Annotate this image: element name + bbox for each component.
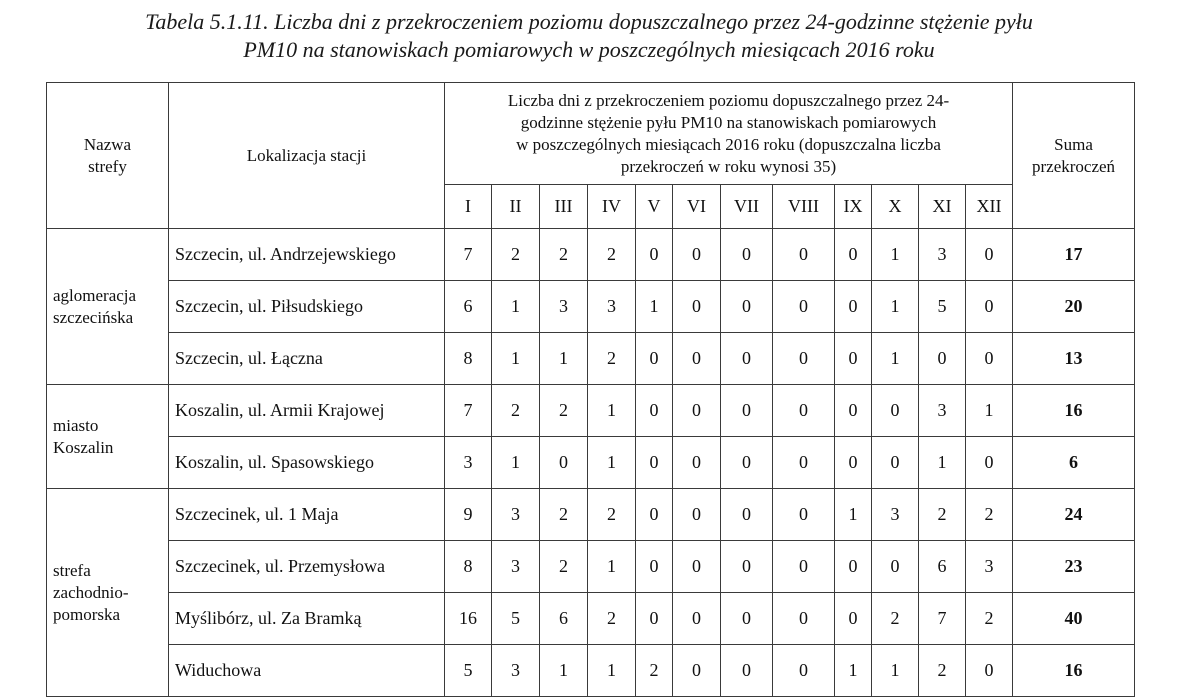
- sum-cell: 16: [1013, 645, 1135, 697]
- zone-name-cell: [47, 385, 169, 489]
- station-name-cell: Szczecinek, ul. 1 Maja: [169, 489, 445, 541]
- zone-name-line: szczecińska: [53, 307, 134, 327]
- table-row: [47, 229, 1135, 281]
- month-value-cell: 0: [721, 541, 773, 593]
- zone-name-cell: [47, 229, 169, 385]
- sum-cell: 23: [1013, 541, 1135, 593]
- month-value-cell: 3: [540, 281, 588, 333]
- month-value-cell: 5: [919, 281, 966, 333]
- station-name-cell: Koszalin, ul. Spasowskiego: [169, 437, 445, 489]
- sum-cell: 24: [1013, 489, 1135, 541]
- month-value-cell: 1: [919, 437, 966, 489]
- sum-cell: 16: [1013, 385, 1135, 437]
- month-value-cell: 1: [588, 437, 636, 489]
- zone-name-line: zachodnio-: [53, 582, 129, 602]
- month-value-cell: 0: [673, 541, 721, 593]
- station-name-cell: Myślibórz, ul. Za Bramką: [169, 593, 445, 645]
- month-header-iii: III: [540, 185, 588, 229]
- month-value-cell: 2: [966, 593, 1013, 645]
- month-value-cell: 0: [721, 645, 773, 697]
- month-value-cell: 0: [919, 333, 966, 385]
- table-row: [47, 281, 1135, 333]
- month-value-cell: 0: [835, 333, 872, 385]
- station-name-cell: Szczecin, ul. Piłsudskiego: [169, 281, 445, 333]
- month-value-cell: 0: [636, 437, 673, 489]
- month-value-cell: 1: [835, 645, 872, 697]
- zone-name-cell: [47, 489, 169, 697]
- month-value-cell: 0: [721, 229, 773, 281]
- month-value-cell: 0: [966, 333, 1013, 385]
- month-value-cell: 1: [540, 333, 588, 385]
- month-value-cell: 6: [445, 281, 492, 333]
- zone-name-line: pomorska: [53, 604, 121, 624]
- month-value-cell: 0: [673, 593, 721, 645]
- month-header-xii: XII: [966, 185, 1013, 229]
- month-value-cell: 3: [966, 541, 1013, 593]
- month-value-cell: 0: [636, 385, 673, 437]
- month-value-cell: 1: [588, 385, 636, 437]
- header-months-group-line: Liczba dni z przekroczeniem poziomu dopuszczalnego przez 24-: [507, 90, 950, 110]
- sum-cell: 17: [1013, 229, 1135, 281]
- month-value-cell: 1: [872, 645, 919, 697]
- month-value-cell: 5: [492, 593, 540, 645]
- table-row: [47, 333, 1135, 385]
- month-value-cell: 0: [835, 229, 872, 281]
- header-sum: [1013, 83, 1135, 229]
- month-value-cell: 0: [673, 645, 721, 697]
- month-value-cell: 2: [588, 229, 636, 281]
- header-sum-line: Suma: [1054, 134, 1093, 154]
- month-value-cell: 0: [721, 281, 773, 333]
- table-row: [47, 541, 1135, 593]
- month-value-cell: 0: [673, 281, 721, 333]
- month-value-cell: 5: [445, 645, 492, 697]
- header-zone-line: Nazwa: [83, 134, 132, 154]
- month-value-cell: 1: [492, 333, 540, 385]
- month-header-iv: IV: [588, 185, 636, 229]
- table-row: [47, 593, 1135, 645]
- month-value-cell: 0: [636, 229, 673, 281]
- month-value-cell: 1: [835, 489, 872, 541]
- month-value-cell: 3: [588, 281, 636, 333]
- month-value-cell: 0: [721, 489, 773, 541]
- month-value-cell: 0: [721, 437, 773, 489]
- month-value-cell: 2: [588, 489, 636, 541]
- sum-cell: 13: [1013, 333, 1135, 385]
- month-value-cell: 2: [540, 489, 588, 541]
- month-value-cell: 9: [445, 489, 492, 541]
- zone-name-line: Koszalin: [53, 437, 114, 457]
- month-value-cell: 1: [492, 281, 540, 333]
- zone-name-line: aglomeracja: [53, 285, 137, 305]
- month-value-cell: 0: [966, 437, 1013, 489]
- month-value-cell: 2: [966, 489, 1013, 541]
- month-value-cell: 0: [673, 489, 721, 541]
- table-body: [47, 229, 1135, 697]
- month-value-cell: 0: [966, 281, 1013, 333]
- header-zone: [47, 83, 169, 229]
- month-value-cell: 3: [919, 385, 966, 437]
- month-value-cell: 0: [872, 541, 919, 593]
- caption-line-1: Tabela 5.1.11. Liczba dni z przekroczeniem poziomu dopuszczalnego przez 24-godzinne stężenie pyłu: [145, 9, 1033, 34]
- month-value-cell: 3: [492, 645, 540, 697]
- table-caption: [0, 8, 1178, 64]
- month-value-cell: 2: [919, 645, 966, 697]
- month-value-cell: 0: [773, 333, 835, 385]
- month-value-cell: 2: [540, 541, 588, 593]
- caption-line-2: PM10 na stanowiskach pomiarowych w poszczególnych miesiącach 2016 roku: [243, 37, 935, 62]
- month-value-cell: 7: [445, 229, 492, 281]
- month-header-vi: VI: [673, 185, 721, 229]
- month-value-cell: 1: [872, 333, 919, 385]
- month-value-cell: 0: [872, 437, 919, 489]
- zone-name-line: miasto: [53, 415, 99, 435]
- month-header-ii: II: [492, 185, 540, 229]
- month-value-cell: 0: [636, 593, 673, 645]
- month-value-cell: 6: [919, 541, 966, 593]
- month-value-cell: 7: [445, 385, 492, 437]
- month-value-cell: 0: [673, 385, 721, 437]
- month-value-cell: 0: [773, 281, 835, 333]
- station-name-cell: Szczecinek, ul. Przemysłowa: [169, 541, 445, 593]
- month-value-cell: 0: [673, 229, 721, 281]
- month-value-cell: 2: [492, 229, 540, 281]
- sum-cell: 6: [1013, 437, 1135, 489]
- header-station: Lokalizacja stacji: [169, 83, 445, 229]
- sum-cell: 40: [1013, 593, 1135, 645]
- month-header-i: I: [445, 185, 492, 229]
- month-value-cell: 16: [445, 593, 492, 645]
- month-value-cell: 0: [835, 281, 872, 333]
- month-value-cell: 8: [445, 541, 492, 593]
- month-value-cell: 3: [872, 489, 919, 541]
- month-value-cell: 2: [540, 229, 588, 281]
- month-value-cell: 2: [588, 593, 636, 645]
- month-value-cell: 3: [492, 489, 540, 541]
- month-header-ix: IX: [835, 185, 872, 229]
- header-months-group-line: godzinne stężenie pyłu PM10 na stanowiskach pomiarowych: [520, 112, 937, 132]
- month-value-cell: 0: [773, 385, 835, 437]
- month-value-cell: 0: [773, 645, 835, 697]
- month-value-cell: 6: [540, 593, 588, 645]
- table-row: [47, 489, 1135, 541]
- month-value-cell: 0: [835, 541, 872, 593]
- month-value-cell: 7: [919, 593, 966, 645]
- header-months-group-line: przekroczeń w roku wynosi 35): [620, 156, 837, 176]
- month-value-cell: 2: [492, 385, 540, 437]
- table-row: [47, 437, 1135, 489]
- station-name-cell: Szczecin, ul. Andrzejewskiego: [169, 229, 445, 281]
- month-value-cell: 2: [540, 385, 588, 437]
- month-value-cell: 0: [673, 437, 721, 489]
- month-value-cell: 0: [721, 385, 773, 437]
- station-name-cell: Szczecin, ul. Łączna: [169, 333, 445, 385]
- month-value-cell: 1: [872, 281, 919, 333]
- sum-cell: 20: [1013, 281, 1135, 333]
- month-value-cell: 0: [872, 385, 919, 437]
- month-value-cell: 0: [636, 489, 673, 541]
- station-name-cell: Widuchowa: [169, 645, 445, 697]
- month-value-cell: 0: [636, 541, 673, 593]
- month-value-cell: 0: [966, 645, 1013, 697]
- month-value-cell: 2: [588, 333, 636, 385]
- month-value-cell: 0: [835, 593, 872, 645]
- month-value-cell: 2: [919, 489, 966, 541]
- month-value-cell: 1: [636, 281, 673, 333]
- station-name-cell: Koszalin, ul. Armii Krajowej: [169, 385, 445, 437]
- month-header-x: X: [872, 185, 919, 229]
- month-value-cell: 0: [673, 333, 721, 385]
- month-value-cell: 0: [721, 593, 773, 645]
- month-header-xi: XI: [919, 185, 966, 229]
- month-value-cell: 0: [773, 593, 835, 645]
- table-row: [47, 385, 1135, 437]
- month-header-viii: VIII: [773, 185, 835, 229]
- month-value-cell: 3: [445, 437, 492, 489]
- table-row: [47, 645, 1135, 697]
- header-months-group-line: w poszczególnych miesiącach 2016 roku (dopuszczalna liczba: [516, 134, 941, 154]
- month-value-cell: 0: [773, 541, 835, 593]
- month-value-cell: 0: [773, 437, 835, 489]
- header-months-group: [445, 83, 1013, 185]
- month-value-cell: 0: [721, 333, 773, 385]
- month-value-cell: 0: [540, 437, 588, 489]
- pm10-exceedance-table: [46, 82, 1135, 697]
- month-value-cell: 0: [835, 437, 872, 489]
- month-header-v: V: [636, 185, 673, 229]
- month-value-cell: 0: [966, 229, 1013, 281]
- month-header-vii: VII: [721, 185, 773, 229]
- month-value-cell: 0: [835, 385, 872, 437]
- month-value-cell: 1: [588, 541, 636, 593]
- month-value-cell: 1: [966, 385, 1013, 437]
- header-zone-line: strefy: [88, 156, 127, 176]
- month-value-cell: 1: [588, 645, 636, 697]
- month-value-cell: 1: [492, 437, 540, 489]
- month-value-cell: 8: [445, 333, 492, 385]
- month-value-cell: 0: [773, 229, 835, 281]
- month-value-cell: 3: [919, 229, 966, 281]
- header-sum-line: przekroczeń: [1031, 156, 1116, 176]
- month-value-cell: 1: [872, 229, 919, 281]
- month-value-cell: 0: [773, 489, 835, 541]
- month-value-cell: 2: [872, 593, 919, 645]
- month-value-cell: 3: [492, 541, 540, 593]
- month-value-cell: 0: [636, 333, 673, 385]
- month-value-cell: 1: [540, 645, 588, 697]
- month-value-cell: 2: [636, 645, 673, 697]
- zone-name-line: strefa: [53, 560, 91, 580]
